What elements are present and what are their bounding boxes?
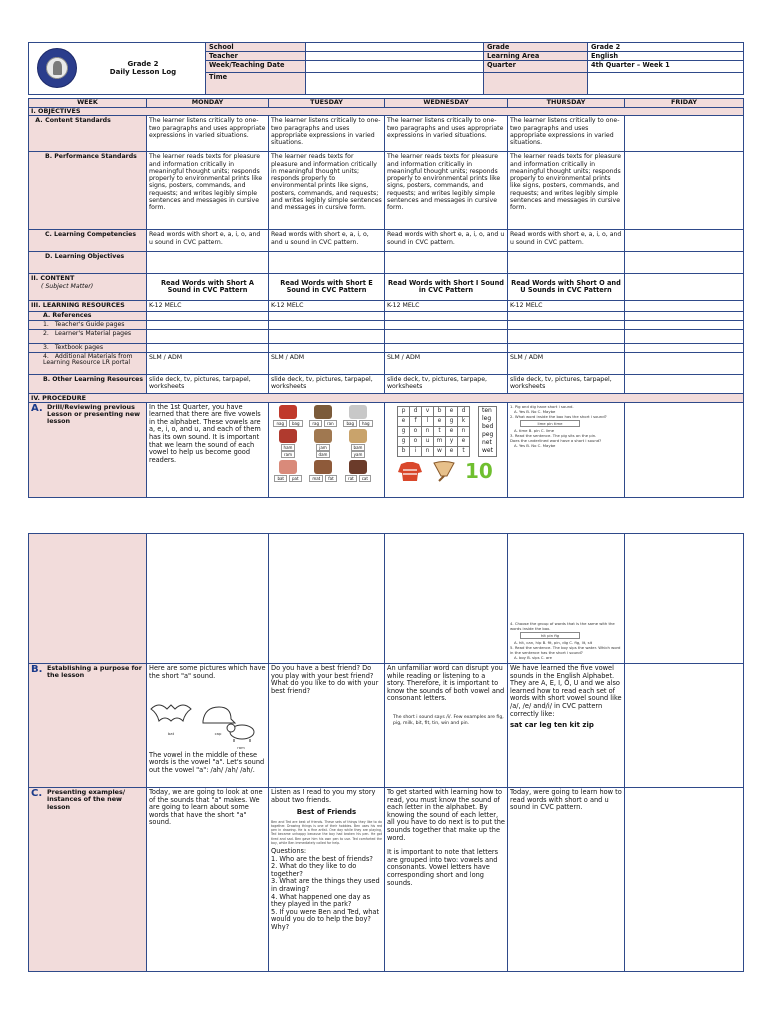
word-search-letter: m (434, 436, 446, 446)
picture-word-label: bag (289, 420, 303, 427)
picture-word-label: bat (274, 475, 287, 482)
section-resources: III. LEARNING RESOURCES (29, 301, 147, 311)
picture-icon (279, 429, 297, 443)
bat-icon (149, 699, 193, 729)
section-procedure: IV. PROCEDURE (29, 393, 744, 402)
proc-a-label: A. Drill/Reviewing previous Lesson or presenting new lesson (29, 402, 147, 497)
tb-pages-label: 3. Textbook pages (29, 343, 147, 352)
word-search-letter: i (410, 446, 422, 456)
word-search-letter: n (422, 446, 434, 456)
additional-materials-label: 4. Additional Materials from Learning Resource LR portal (29, 352, 147, 374)
week-date-value (306, 61, 484, 73)
teacher-label: Teacher (206, 52, 306, 61)
word-picture-grid (272, 405, 381, 483)
proc-a-wednesday-wordsearch (385, 402, 508, 497)
k12-wednesday: K-12 MELC (385, 301, 508, 311)
other-tuesday: slide deck, tv, pictures, tarpapel, worksheets (269, 374, 385, 393)
picture-card (272, 460, 304, 482)
word-search-letter: g (398, 426, 410, 436)
col-tuesday: TUESDAY (269, 99, 385, 108)
k12-tuesday: K-12 MELC (269, 301, 385, 311)
picture-word-label: yam (351, 451, 366, 458)
story-text: Ben and Ted are best of friends. These sets of things they like to do together. Drawing things is one of their hobbies. Ben uses his red pen in drawing. He is a fine artist. One day while they are playing, Ted became unhappy because the boy had broken his pen. He got tired and sad. Ben gave him his own pen to use. Ted comforted the boy, while Ben immediately called for help. (271, 819, 382, 845)
header-table (28, 42, 744, 95)
picture-card (307, 460, 339, 482)
school-value (306, 43, 484, 52)
sweater-icon (397, 460, 423, 482)
pic-label-cap: cap (214, 731, 222, 737)
header-logo-title (29, 43, 206, 95)
lesson-log-table (28, 98, 744, 498)
word-search-letter: w (434, 446, 446, 456)
performance-standards-label: B. Performance Standards (29, 152, 147, 230)
picture-word-label: hag (359, 420, 373, 427)
picture-card (307, 405, 339, 427)
col-friday: FRIDAY (625, 99, 744, 108)
slm-tuesday: SLM / ADM (269, 352, 385, 374)
word-search-letter: b (434, 406, 446, 416)
picture-card (272, 405, 304, 427)
competencies-monday: Read words with short e, a, i, o, and u sound in CVC pattern. (147, 230, 269, 252)
picture-card (342, 429, 374, 459)
learning-area-value: English (588, 52, 744, 61)
deped-seal-logo (37, 48, 77, 88)
other-wednesday: slide deck, tv, pictures, tarpape, worksheets (385, 374, 508, 393)
proc-b-label: B. Establishing a purpose for the lesson (29, 664, 147, 788)
word-search-letter: e (446, 446, 458, 456)
picture-word-label: ran (324, 420, 337, 427)
time-label: Time (206, 73, 306, 95)
picture-word-label: nag (273, 420, 287, 427)
slm-thursday: SLM / ADM (508, 352, 625, 374)
word-search-list (478, 406, 497, 457)
word-search-letter: f (410, 416, 422, 426)
content-label: II. CONTENT ( Subject Matter) (29, 274, 147, 301)
word-search-letter: e (458, 436, 470, 446)
learning-area-label: Learning Area (484, 52, 588, 61)
performance-standards-tuesday: The learner reads texts for pleasure and information critically in meaningful thought units; responds properly to environmental prints like signs, posters, commands, and requests; and writes legibly simple sentences and messages in cursive form. (269, 152, 385, 230)
content-standards-thursday: The learner listens critically to one-two paragraphs and uses appropriate expressions in varied situations. (508, 116, 625, 152)
picture-word-label: pat (289, 475, 302, 482)
slm-wednesday: SLM / ADM (385, 352, 508, 374)
proc-a-thursday-quiz: 1. Pig and dig have short i sound. A. Yes B. No C. Maybe 2. What word inside the box has the short i sound? lime pin time A. time B. pin C. lime 3. Read the sentence. The pig sits on the pin. Does the underlined word have a short i sound? A. Yes B. No C. Maybe (508, 402, 625, 497)
header-title-grade: Grade 2 (127, 60, 159, 68)
word-search-letter: t (434, 426, 446, 436)
competencies-thursday: Read words with short e, a, i, o, and u sound in CVC pattern. (508, 230, 625, 252)
picture-icon (349, 429, 367, 443)
picture-word-label: dam (316, 451, 331, 458)
content-tuesday: Read Words with Short E Sound in CVC Pattern (269, 274, 385, 301)
picture-card (342, 405, 374, 427)
number-ten: 10 (465, 458, 493, 483)
picture-word-label: cat (359, 475, 371, 482)
picture-word-label: fat (325, 475, 336, 482)
word-search-letter: u (422, 436, 434, 446)
quarter-value: 4th Quarter – Week 1 (588, 61, 744, 73)
word-search-word: net (482, 438, 492, 446)
time-value (306, 73, 484, 95)
picture-icon (314, 429, 332, 443)
word-search-letter: d (410, 406, 422, 416)
word-search-letter: e (446, 426, 458, 436)
grade-value: Grade 2 (588, 43, 744, 52)
other-resources-label: B. Other Learning Resources (29, 374, 147, 393)
content-standards-wednesday: The learner listens critically to one-two paragraphs and uses appropriate expressions in varied situations. (385, 116, 508, 152)
word-search-letter: e (398, 416, 410, 426)
proc-b-thursday: We have learned the five vowel sounds in the English Alphabet. They are A, E, I, O, U and we also learned how to read each set of words with short vowel sound like /a/, /e/ and/i/ in CVC pattern correctly like: sat car leg ten kit zip (508, 664, 625, 788)
picture-word-label: ram (281, 451, 295, 458)
proc-c-label: C. Presenting examples/ instances of the new lesson (29, 788, 147, 972)
word-search-letter: l (422, 416, 434, 426)
performance-standards-wednesday: The learner reads texts for pleasure and information critically in meaningful thought units; responds properly to environmental prints like signs, posters, commands, and requests; and writes legibly simple sentences and messages in cursive form. (385, 152, 508, 230)
col-week: WEEK (29, 99, 147, 108)
teacher-value (306, 52, 484, 61)
picture-card (307, 429, 339, 459)
word-search-letter: n (458, 426, 470, 436)
short-i-examples: The short i sound says /ĭ/. Few examples are fig, pig, milk, bit, fit, tin, win and pin. (393, 714, 504, 726)
proc-b-wednesday: An unfamiliar word can disrupt you while reading or listening to a story. Therefore, it is important to know the sounds of both vowel and consonant letters. The short i sound says /ĭ/. Few examples are fig, pig, milk, bit, fit, tin, win and pin. (385, 664, 508, 788)
proc-c-wednesday: To get started with learning how to read, you must know the sound of each letter in the alphabet. By knowing the sound of each letter, all you have to do next is to put the sounds together that make up the word. It is important to note that letters are grouped into two: vowels and consonants. Vowel letters have corresponding short and long sounds. (385, 788, 508, 972)
learning-competencies-label: C. Learning Competencies (29, 230, 147, 252)
pic-label-ram: ram (237, 744, 245, 750)
picture-icon (314, 405, 332, 419)
lesson-log-table-continued (28, 533, 744, 972)
word-search-letter: v (422, 406, 434, 416)
word-search-letter: o (410, 426, 422, 436)
word-search-letter: e (434, 416, 446, 426)
story-title: Best of Friends (296, 808, 357, 817)
pic-label-bat: bat (167, 731, 175, 737)
other-thursday: slide deck, tv, pictures, tarpapel, worksheets (508, 374, 625, 393)
performance-standards-thursday: The learner reads texts for pleasure and information critically in meaningful thought units; responds properly to environmental prints like signs, posters, commands, and requests; and writes legibly simple sentences and messages in cursive form. (508, 152, 625, 230)
other-monday: slide deck, tv, pictures, tarpapel, worksheets (147, 374, 269, 393)
learning-objectives-label: D. Learning Objectives (29, 252, 147, 274)
picture-card (272, 429, 304, 459)
proc-a-tuesday-pictures (269, 402, 385, 497)
word-search-letter: p (398, 406, 410, 416)
word-search-letter: k (458, 416, 470, 426)
net-icon (431, 460, 457, 482)
picture-word-label: jam (316, 444, 329, 451)
picture-icon (314, 460, 332, 474)
content-standards-label: A. Content Standards (29, 116, 147, 152)
k12-monday: K-12 MELC (147, 301, 269, 311)
col-thursday: THURSDAY (508, 99, 625, 108)
proc-c-monday: Today, we are going to look at one of the sounds that "a" makes. We are going to learn about some words that have the short "a" sound. (147, 788, 269, 972)
picture-word-label: ham (281, 444, 296, 451)
word-search-word: wet (482, 446, 493, 454)
picture-icon (279, 460, 297, 474)
word-search-letter: d (458, 406, 470, 416)
word-search-word: ten (482, 406, 492, 414)
quarter-label: Quarter (484, 61, 588, 73)
picture-word-label: mat (309, 475, 323, 482)
performance-standards-monday: The learner reads texts for pleasure and information critically in meaningful thought units; responds properly to environmental prints like signs, posters, commands, and requests; and writes legibly simple sentences and messages in cursive form. (147, 152, 269, 230)
school-label: School (206, 43, 306, 52)
word-search-letter: n (422, 426, 434, 436)
content-monday: Read Words with Short A Sound in CVC Pattern (147, 274, 269, 301)
tg-pages-label: 1. Teacher's Guide pages (29, 320, 147, 329)
word-search-letter: b (398, 446, 410, 456)
word-search-word: peg (482, 430, 494, 438)
content-standards-tuesday: The learner listens critically to one-two paragraphs and uses appropriate expressions in varied situations. (269, 116, 385, 152)
content-wednesday: Read Words with Short I Sound in CVC Pattern (385, 274, 508, 301)
proc-b-monday: Here are some pictures which have the short "a" sound. bat cap ram The vowel in the middle of these words is the vowel "a". Let's sound out the vowel "a": /ah/ /ah/ /ah/. (147, 664, 269, 788)
picture-card (342, 460, 374, 482)
section-objectives: I. OBJECTIVES (29, 108, 744, 116)
competencies-tuesday: Read words with short e, a, i, o, and u sound in CVC pattern. (269, 230, 385, 252)
ram-icon (224, 720, 258, 742)
picture-icon (349, 405, 367, 419)
word-search-letter: y (446, 436, 458, 446)
picture-word-label: rag (309, 420, 322, 427)
picture-icon (279, 405, 297, 419)
col-monday: MONDAY (147, 99, 269, 108)
word-search-word: leg (482, 414, 492, 422)
word-search-grid (397, 406, 470, 457)
proc-a-thursday-quiz-continued: 4. Choose the group of words that is the same with the words inside the box. hit pin fig A. hit, can, hip B. fit, pin, dig C. fig, lit, sit 5. Read the sentence. The boy sips the water. Which word in the sentence has the short i sound? A. boy B. sips C. are (508, 534, 625, 664)
word-search-letter: o (410, 436, 422, 446)
picture-word-label: bam (351, 444, 366, 451)
word-search-letter: t (458, 446, 470, 456)
content-standards-monday: The learner listens critically to one-two paragraphs and uses appropriate expressions in varied situations. (147, 116, 269, 152)
k12-thursday: K-12 MELC (508, 301, 625, 311)
picture-word-label: rat (345, 475, 357, 482)
word-search-letter: g (446, 416, 458, 426)
word-search-letter: e (446, 406, 458, 416)
proc-b-tuesday: Do you have a best friend? Do you play with your best friend? What do you like to do with your best friend? (269, 664, 385, 788)
word-search-word: bed (482, 422, 494, 430)
competencies-wednesday: Read words with short e, a, i, o, and u sound in CVC pattern. (385, 230, 508, 252)
slm-monday: SLM / ADM (147, 352, 269, 374)
header-title-dll: Daily Lesson Log (109, 68, 177, 76)
week-date-label: Week/Teaching Date (206, 61, 306, 73)
col-wednesday: WEDNESDAY (385, 99, 508, 108)
picture-word-label: bag (343, 420, 357, 427)
content-thursday: Read Words with Short O and U Sounds in CVC Pattern (508, 274, 625, 301)
references-label: A. References (29, 311, 147, 320)
word-search-letter: g (398, 436, 410, 446)
picture-icon (349, 460, 367, 474)
cvc-word-examples: sat car leg ten kit zip (510, 721, 594, 730)
proc-a-monday: In the 1st Quarter, you have learned that there are five vowels in the alphabet. These vowels are a, e, i, o, and u, and each of them has its own sound. It is important that we learn the sound of each vowel to help us become good readers. (147, 402, 269, 497)
grade-label: Grade (484, 43, 588, 52)
proc-c-tuesday: Listen as I read to you my story about two friends. Best of Friends Ben and Ted are best of friends. These sets of things they like to do together. Drawing things is one of their hobbies. Ben uses his red pen in drawing. He is a fine artist. One day while they are playing, Ted became unhappy because the boy had broken his pen. He got tired and sad. Ben gave him his own pen to use. Ted comforted the boy, while Ben immediately called for help. Questions: 1. Who are the best of friends? 2. What do they like to do together? 3. What are the things they used in drawing? 4. What happened one day as they played in the park? 5. If you were Ben and Ted, what would you do to help the boy? Why? (269, 788, 385, 972)
lm-pages-label: 2. Learner's Material pages (29, 329, 147, 343)
proc-c-thursday: Today, were going to learn how to read words with short o and u sound in CVC pattern. (508, 788, 625, 972)
